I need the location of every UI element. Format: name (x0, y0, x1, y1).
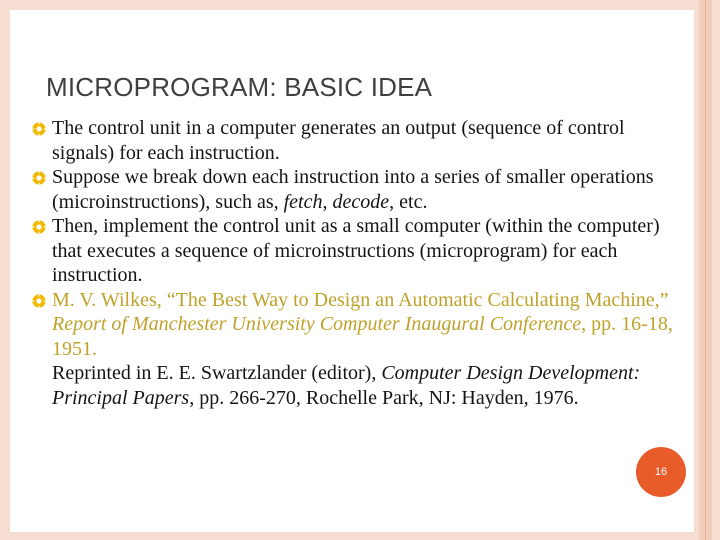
page-number-badge: 16 (636, 447, 686, 497)
citation-authors-title: M. V. Wilkes, “The Best Way to Design an Automatic Calculating Machine,” (52, 288, 669, 311)
citation-pages: , pp. 16-18, 1951. (52, 313, 673, 360)
bullet-text (52, 165, 690, 214)
bullet-text: The control unit in a computer generates an output (sequence of control signals) for each instruction. (52, 117, 625, 164)
reprint-note (30, 361, 690, 410)
bullet-text-part: Suppose we break down each instruction into a series of smaller operations (microinstructions), such as, (52, 166, 654, 213)
reprint-suffix: , pp. 266-270, Rochelle Park, NJ: Hayden, 1976. (189, 386, 579, 409)
bullet-text-part: , etc. (389, 190, 428, 213)
decorative-side-line (705, 0, 706, 540)
bullet-item (30, 165, 690, 214)
slide-title: MICROPROGRAM: BASIC IDEA (46, 72, 433, 102)
citation-venue: Report of Manchester University Computer Inaugural Conference (52, 313, 582, 335)
reprint-text (52, 361, 690, 410)
reprint-book: Computer Design Development: Principal Papers (52, 362, 641, 409)
bullet-item (30, 288, 690, 362)
term-fetch: fetch (283, 190, 323, 213)
gear-icon (31, 121, 47, 137)
bullet-item (30, 214, 690, 288)
term-decode: decode (332, 190, 390, 213)
bullet-list (30, 116, 690, 410)
bullet-item (30, 116, 690, 165)
gear-icon (31, 293, 47, 309)
citation-text (52, 288, 690, 362)
gear-icon (31, 219, 47, 235)
bullet-text: Then, implement the control unit as a small computer (within the computer) that executes a sequence of microinstructions (microprogram) for each instruction. (52, 215, 660, 286)
reprint-prefix: Reprinted in E. E. Swartzlander (editor), (52, 362, 382, 384)
gear-icon (31, 170, 47, 186)
bullet-text-part: , (322, 190, 333, 213)
